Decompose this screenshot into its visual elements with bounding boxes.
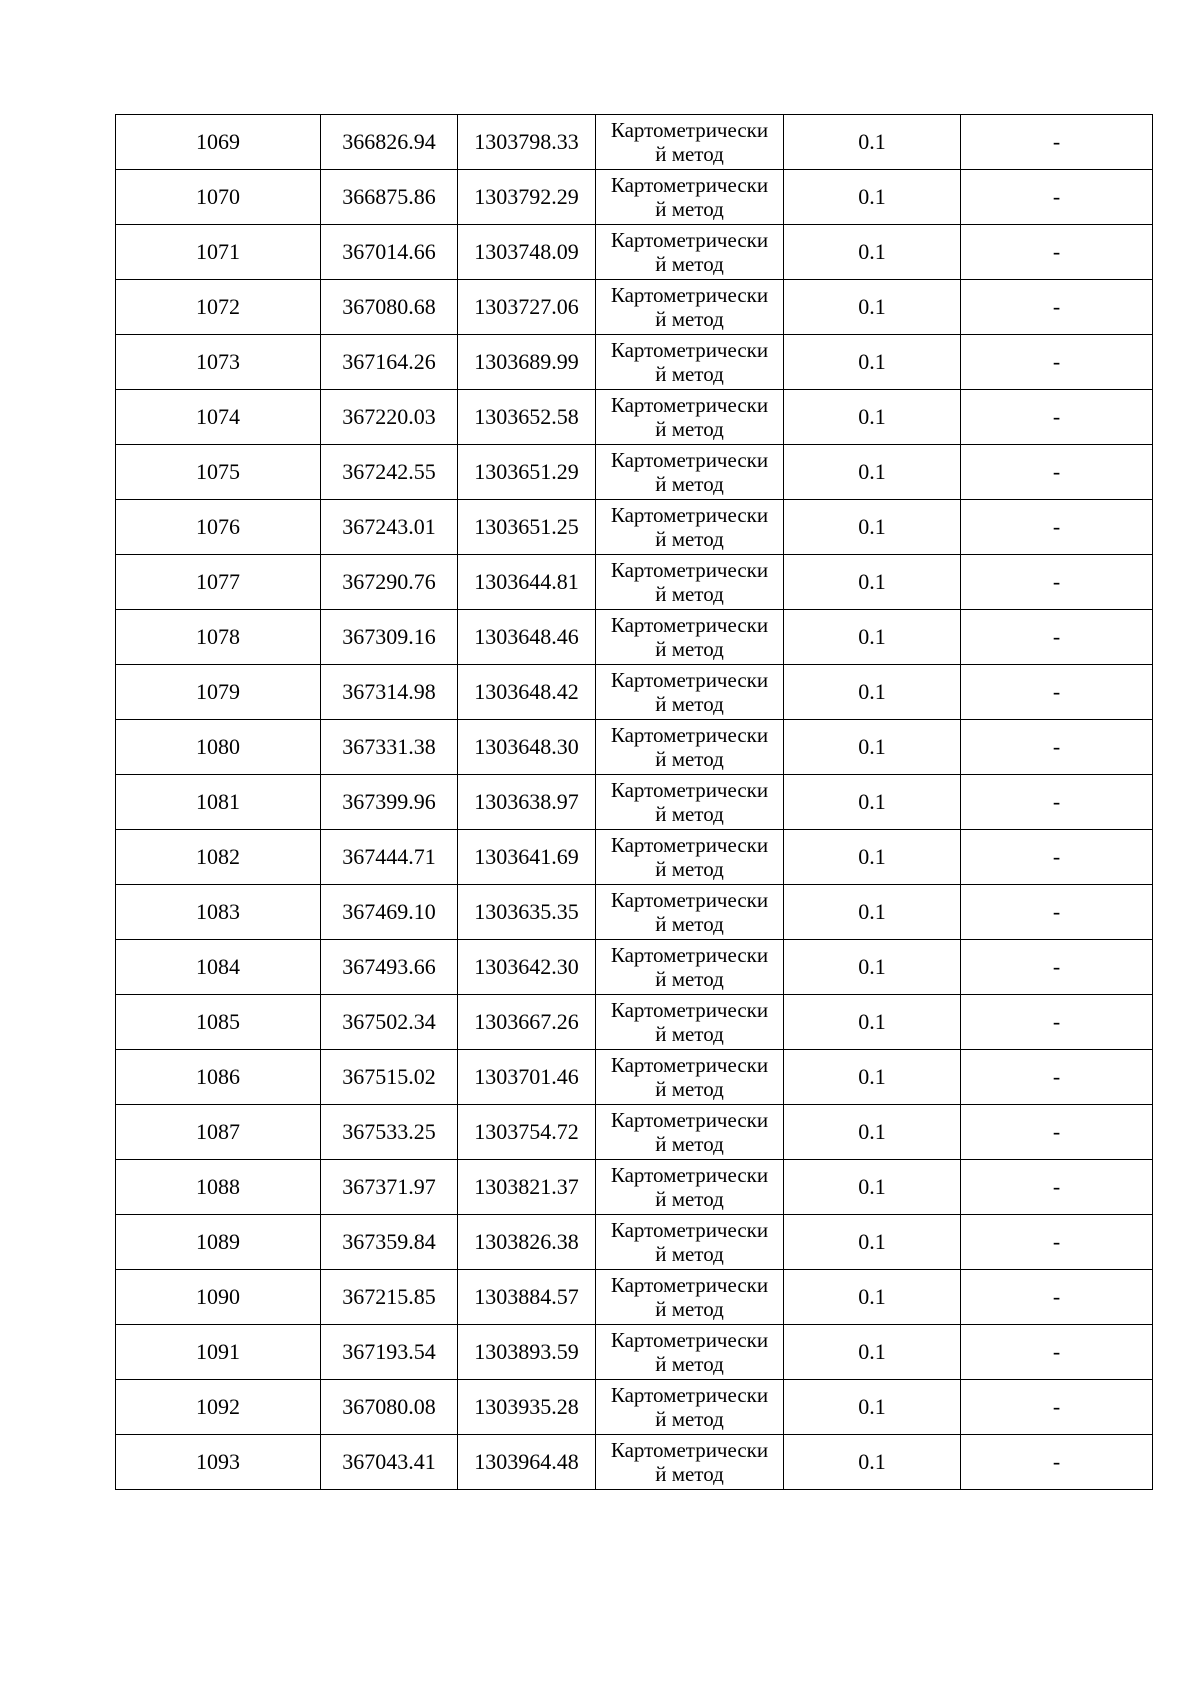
y-coordinate-cell: 1303638.97	[458, 775, 596, 830]
table-row	[116, 830, 1153, 885]
y-coordinate-cell: 1303651.29	[458, 445, 596, 500]
method-text-line-2: й метод	[655, 1022, 724, 1046]
method-text-line-2: й метод	[655, 142, 724, 166]
method-text-line-1: Картометрически	[610, 228, 769, 252]
note-cell: -	[961, 225, 1153, 280]
method-cell	[596, 610, 784, 665]
point-number-cell: 1076	[116, 500, 321, 555]
note-cell: -	[961, 1160, 1153, 1215]
method-text-line-2: й метод	[655, 967, 724, 991]
method-text-line-2: й метод	[655, 637, 724, 661]
table-row	[116, 390, 1153, 445]
note-cell: -	[961, 775, 1153, 830]
table-row	[116, 1105, 1153, 1160]
method-text-line-2: й метод	[655, 1187, 724, 1211]
note-cell: -	[961, 720, 1153, 775]
table-row	[116, 1270, 1153, 1325]
method-text-line-2: й метод	[655, 1242, 724, 1266]
x-coordinate-cell: 367469.10	[321, 885, 458, 940]
note-cell: -	[961, 115, 1153, 170]
accuracy-cell: 0.1	[784, 665, 961, 720]
method-text-line-2: й метод	[655, 912, 724, 936]
method-text-line-2: й метод	[655, 692, 724, 716]
point-number-cell: 1086	[116, 1050, 321, 1105]
table-row	[116, 335, 1153, 390]
table-row	[116, 280, 1153, 335]
method-text-line-1: Картометрически	[610, 723, 769, 747]
accuracy-cell: 0.1	[784, 280, 961, 335]
method-text-line-1: Картометрически	[610, 173, 769, 197]
y-coordinate-cell: 1303821.37	[458, 1160, 596, 1215]
x-coordinate-cell: 367043.41	[321, 1435, 458, 1490]
method-text-line-2: й метод	[655, 472, 724, 496]
method-text-line-1: Картометрически	[610, 393, 769, 417]
accuracy-cell: 0.1	[784, 1215, 961, 1270]
x-coordinate-cell: 367243.01	[321, 500, 458, 555]
point-number-cell: 1090	[116, 1270, 321, 1325]
accuracy-cell: 0.1	[784, 1270, 961, 1325]
table-row	[116, 1435, 1153, 1490]
coordinates-table	[115, 114, 1153, 1490]
method-cell	[596, 555, 784, 610]
method-text-line-1: Картометрически	[610, 503, 769, 527]
table-body	[116, 115, 1153, 1490]
method-text-line-2: й метод	[655, 1462, 724, 1486]
method-cell	[596, 280, 784, 335]
y-coordinate-cell: 1303748.09	[458, 225, 596, 280]
x-coordinate-cell: 367502.34	[321, 995, 458, 1050]
table-row	[116, 720, 1153, 775]
method-cell	[596, 1105, 784, 1160]
x-coordinate-cell: 367164.26	[321, 335, 458, 390]
method-cell	[596, 1215, 784, 1270]
table-row	[116, 1050, 1153, 1105]
method-text-line-2: й метод	[655, 1297, 724, 1321]
table-row	[116, 940, 1153, 995]
method-cell	[596, 775, 784, 830]
x-coordinate-cell: 367371.97	[321, 1160, 458, 1215]
point-number-cell: 1071	[116, 225, 321, 280]
method-text-line-1: Картометрически	[610, 668, 769, 692]
method-text-line-2: й метод	[655, 252, 724, 276]
y-coordinate-cell: 1303651.25	[458, 500, 596, 555]
method-cell	[596, 335, 784, 390]
method-text-line-1: Картометрически	[610, 1273, 769, 1297]
point-number-cell: 1079	[116, 665, 321, 720]
method-text-line-2: й метод	[655, 582, 724, 606]
method-text-line-1: Картометрически	[610, 118, 769, 142]
table-row	[116, 775, 1153, 830]
x-coordinate-cell: 367493.66	[321, 940, 458, 995]
table-row	[116, 225, 1153, 280]
method-cell	[596, 940, 784, 995]
method-text-line-1: Картометрически	[610, 1438, 769, 1462]
note-cell: -	[961, 995, 1153, 1050]
x-coordinate-cell: 367309.16	[321, 610, 458, 665]
y-coordinate-cell: 1303648.46	[458, 610, 596, 665]
method-cell	[596, 665, 784, 720]
table-row	[116, 1325, 1153, 1380]
method-text-line-2: й метод	[655, 362, 724, 386]
table-row	[116, 665, 1153, 720]
method-cell	[596, 1270, 784, 1325]
note-cell: -	[961, 1050, 1153, 1105]
method-cell	[596, 1050, 784, 1105]
accuracy-cell: 0.1	[784, 610, 961, 665]
note-cell: -	[961, 830, 1153, 885]
x-coordinate-cell: 367215.85	[321, 1270, 458, 1325]
accuracy-cell: 0.1	[784, 1380, 961, 1435]
note-cell: -	[961, 940, 1153, 995]
method-text-line-2: й метод	[655, 1077, 724, 1101]
note-cell: -	[961, 500, 1153, 555]
method-text-line-1: Картометрически	[610, 338, 769, 362]
accuracy-cell: 0.1	[784, 170, 961, 225]
note-cell: -	[961, 335, 1153, 390]
method-text-line-2: й метод	[655, 197, 724, 221]
method-text-line-2: й метод	[655, 1407, 724, 1431]
method-text-line-1: Картометрически	[610, 833, 769, 857]
accuracy-cell: 0.1	[784, 1435, 961, 1490]
y-coordinate-cell: 1303648.30	[458, 720, 596, 775]
x-coordinate-cell: 367533.25	[321, 1105, 458, 1160]
accuracy-cell: 0.1	[784, 830, 961, 885]
note-cell: -	[961, 1105, 1153, 1160]
method-text-line-2: й метод	[655, 1352, 724, 1376]
x-coordinate-cell: 367193.54	[321, 1325, 458, 1380]
accuracy-cell: 0.1	[784, 1325, 961, 1380]
x-coordinate-cell: 366875.86	[321, 170, 458, 225]
method-cell	[596, 1380, 784, 1435]
method-text-line-2: й метод	[655, 527, 724, 551]
table-row	[116, 170, 1153, 225]
y-coordinate-cell: 1303635.35	[458, 885, 596, 940]
accuracy-cell: 0.1	[784, 995, 961, 1050]
method-text-line-1: Картометрически	[610, 283, 769, 307]
point-number-cell: 1072	[116, 280, 321, 335]
x-coordinate-cell: 367242.55	[321, 445, 458, 500]
x-coordinate-cell: 367080.08	[321, 1380, 458, 1435]
note-cell: -	[961, 445, 1153, 500]
point-number-cell: 1092	[116, 1380, 321, 1435]
point-number-cell: 1089	[116, 1215, 321, 1270]
note-cell: -	[961, 280, 1153, 335]
note-cell: -	[961, 1380, 1153, 1435]
accuracy-cell: 0.1	[784, 500, 961, 555]
x-coordinate-cell: 367515.02	[321, 1050, 458, 1105]
accuracy-cell: 0.1	[784, 720, 961, 775]
table-row	[116, 555, 1153, 610]
accuracy-cell: 0.1	[784, 555, 961, 610]
x-coordinate-cell: 367080.68	[321, 280, 458, 335]
accuracy-cell: 0.1	[784, 775, 961, 830]
y-coordinate-cell: 1303648.42	[458, 665, 596, 720]
table-row	[116, 995, 1153, 1050]
point-number-cell: 1082	[116, 830, 321, 885]
point-number-cell: 1073	[116, 335, 321, 390]
method-text-line-1: Картометрически	[610, 1328, 769, 1352]
x-coordinate-cell: 367220.03	[321, 390, 458, 445]
y-coordinate-cell: 1303964.48	[458, 1435, 596, 1490]
point-number-cell: 1083	[116, 885, 321, 940]
accuracy-cell: 0.1	[784, 115, 961, 170]
x-coordinate-cell: 367359.84	[321, 1215, 458, 1270]
method-text-line-2: й метод	[655, 747, 724, 771]
method-text-line-1: Картометрически	[610, 1163, 769, 1187]
method-text-line-1: Картометрически	[610, 1383, 769, 1407]
method-text-line-2: й метод	[655, 802, 724, 826]
method-text-line-2: й метод	[655, 857, 724, 881]
method-cell	[596, 995, 784, 1050]
method-text-line-1: Картометрически	[610, 613, 769, 637]
method-text-line-1: Картометрически	[610, 558, 769, 582]
method-cell	[596, 830, 784, 885]
point-number-cell: 1069	[116, 115, 321, 170]
y-coordinate-cell: 1303652.58	[458, 390, 596, 445]
point-number-cell: 1070	[116, 170, 321, 225]
method-cell	[596, 1325, 784, 1380]
accuracy-cell: 0.1	[784, 445, 961, 500]
note-cell: -	[961, 390, 1153, 445]
y-coordinate-cell: 1303754.72	[458, 1105, 596, 1160]
table-row	[116, 1215, 1153, 1270]
point-number-cell: 1081	[116, 775, 321, 830]
method-text-line-2: й метод	[655, 307, 724, 331]
x-coordinate-cell: 367399.96	[321, 775, 458, 830]
method-cell	[596, 1160, 784, 1215]
point-number-cell: 1075	[116, 445, 321, 500]
x-coordinate-cell: 367331.38	[321, 720, 458, 775]
table-row	[116, 500, 1153, 555]
point-number-cell: 1091	[116, 1325, 321, 1380]
table-row	[116, 610, 1153, 665]
note-cell: -	[961, 555, 1153, 610]
table-row	[116, 445, 1153, 500]
method-text-line-1: Картометрически	[610, 1218, 769, 1242]
method-cell	[596, 720, 784, 775]
y-coordinate-cell: 1303893.59	[458, 1325, 596, 1380]
y-coordinate-cell: 1303884.57	[458, 1270, 596, 1325]
method-cell	[596, 225, 784, 280]
note-cell: -	[961, 885, 1153, 940]
y-coordinate-cell: 1303727.06	[458, 280, 596, 335]
x-coordinate-cell: 367014.66	[321, 225, 458, 280]
y-coordinate-cell: 1303689.99	[458, 335, 596, 390]
note-cell: -	[961, 1215, 1153, 1270]
y-coordinate-cell: 1303798.33	[458, 115, 596, 170]
x-coordinate-cell: 367444.71	[321, 830, 458, 885]
method-text-line-1: Картометрически	[610, 943, 769, 967]
x-coordinate-cell: 367290.76	[321, 555, 458, 610]
method-cell	[596, 170, 784, 225]
point-number-cell: 1080	[116, 720, 321, 775]
method-text-line-1: Картометрически	[610, 998, 769, 1022]
note-cell: -	[961, 170, 1153, 225]
accuracy-cell: 0.1	[784, 335, 961, 390]
point-number-cell: 1077	[116, 555, 321, 610]
accuracy-cell: 0.1	[784, 940, 961, 995]
accuracy-cell: 0.1	[784, 390, 961, 445]
method-text-line-1: Картометрически	[610, 1108, 769, 1132]
method-cell	[596, 115, 784, 170]
method-text-line-2: й метод	[655, 417, 724, 441]
method-text-line-1: Картометрически	[610, 1053, 769, 1077]
y-coordinate-cell: 1303641.69	[458, 830, 596, 885]
method-text-line-1: Картометрически	[610, 888, 769, 912]
table-row	[116, 115, 1153, 170]
y-coordinate-cell: 1303642.30	[458, 940, 596, 995]
table-row	[116, 885, 1153, 940]
point-number-cell: 1093	[116, 1435, 321, 1490]
y-coordinate-cell: 1303826.38	[458, 1215, 596, 1270]
note-cell: -	[961, 610, 1153, 665]
point-number-cell: 1074	[116, 390, 321, 445]
y-coordinate-cell: 1303667.26	[458, 995, 596, 1050]
table-row	[116, 1160, 1153, 1215]
point-number-cell: 1087	[116, 1105, 321, 1160]
method-cell	[596, 1435, 784, 1490]
method-cell	[596, 885, 784, 940]
method-cell	[596, 445, 784, 500]
accuracy-cell: 0.1	[784, 1050, 961, 1105]
accuracy-cell: 0.1	[784, 1160, 961, 1215]
method-cell	[596, 500, 784, 555]
y-coordinate-cell: 1303701.46	[458, 1050, 596, 1105]
y-coordinate-cell: 1303644.81	[458, 555, 596, 610]
note-cell: -	[961, 665, 1153, 720]
method-text-line-1: Картометрически	[610, 448, 769, 472]
accuracy-cell: 0.1	[784, 1105, 961, 1160]
table-row	[116, 1380, 1153, 1435]
point-number-cell: 1088	[116, 1160, 321, 1215]
point-number-cell: 1085	[116, 995, 321, 1050]
note-cell: -	[961, 1325, 1153, 1380]
accuracy-cell: 0.1	[784, 225, 961, 280]
point-number-cell: 1084	[116, 940, 321, 995]
note-cell: -	[961, 1270, 1153, 1325]
accuracy-cell: 0.1	[784, 885, 961, 940]
x-coordinate-cell: 366826.94	[321, 115, 458, 170]
method-cell	[596, 390, 784, 445]
method-text-line-1: Картометрически	[610, 778, 769, 802]
note-cell: -	[961, 1435, 1153, 1490]
x-coordinate-cell: 367314.98	[321, 665, 458, 720]
method-text-line-2: й метод	[655, 1132, 724, 1156]
y-coordinate-cell: 1303792.29	[458, 170, 596, 225]
y-coordinate-cell: 1303935.28	[458, 1380, 596, 1435]
point-number-cell: 1078	[116, 610, 321, 665]
